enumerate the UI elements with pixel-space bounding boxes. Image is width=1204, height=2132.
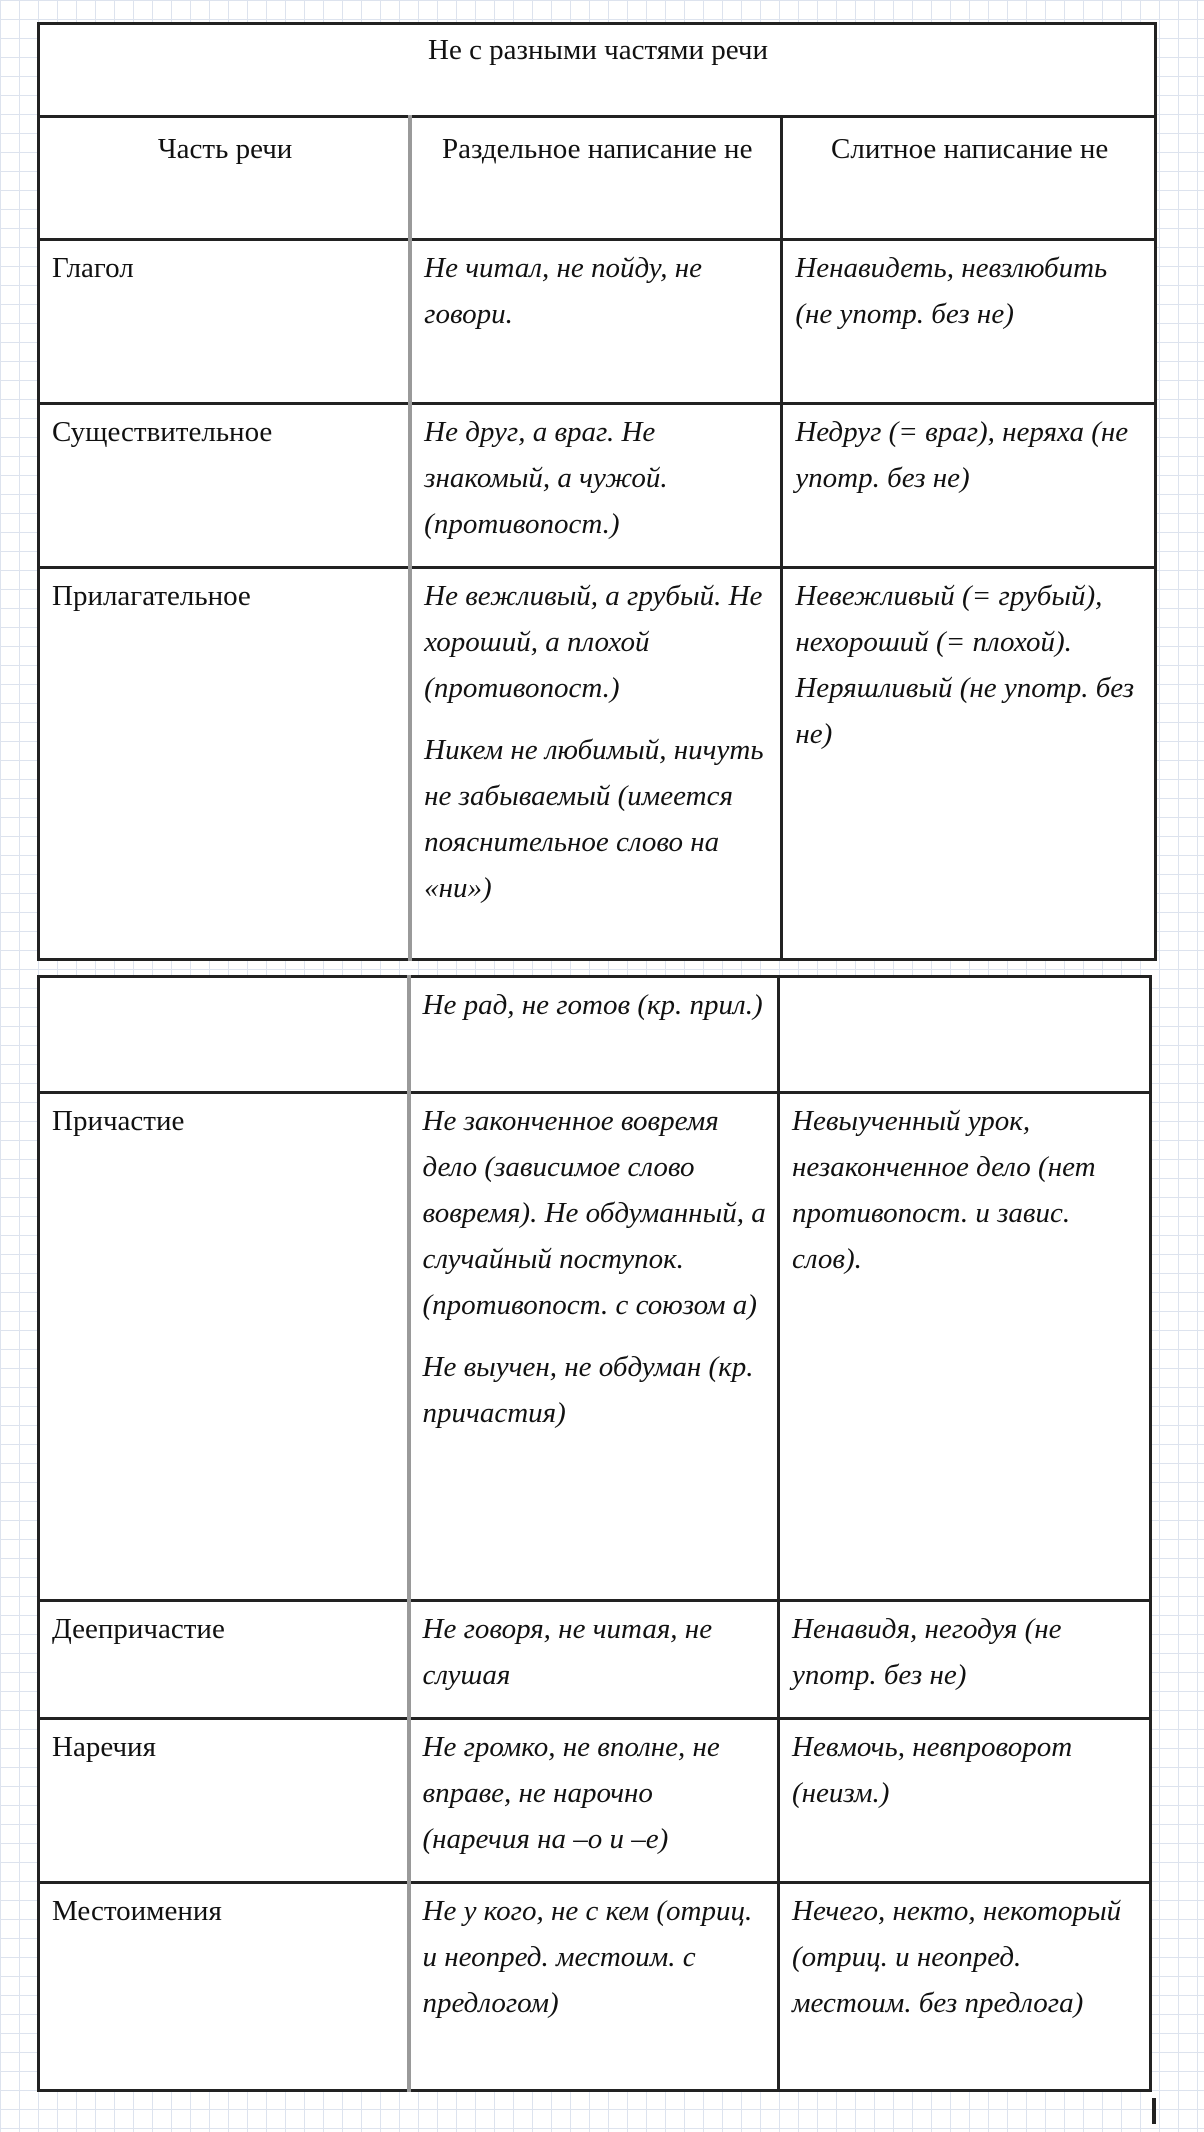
table-row: [39, 1093, 1151, 1601]
table-row: [39, 240, 1156, 404]
rules-table-part-1: [37, 22, 1157, 961]
table-row: [39, 977, 1151, 1093]
together-cell: Недруг (= враг), неряха (не употр. без не): [782, 404, 1156, 568]
part-of-speech-cell: Местоимения: [39, 1883, 409, 2091]
example-text: Не вежливый, а грубый. Не хороший, а плохой (противопост.): [424, 580, 763, 704]
separate-cell: [409, 1601, 779, 1719]
table-row: [39, 568, 1156, 960]
together-cell: Нечего, некто, некоторый (отриц. и неопред. местоим. без предлога): [779, 1883, 1151, 2091]
example-text: Не говоря, не читая, не слушая: [422, 1613, 713, 1691]
separate-cell: [410, 240, 782, 404]
part-of-speech-cell: Прилагательное: [39, 568, 411, 960]
part-of-speech-cell: Глагол: [39, 240, 411, 404]
together-cell: Невыученный урок, незаконченное дело (нет противопост. и завис. слов).: [779, 1093, 1151, 1601]
header-together: Слитное написание не: [782, 117, 1156, 240]
separate-cell: [409, 1719, 779, 1883]
table-row: [39, 1719, 1151, 1883]
together-cell: Ненавидеть, невзлюбить (не употр. без не): [782, 240, 1156, 404]
header-separate: Раздельное написание не: [410, 117, 782, 240]
example-text: Не друг, а враг. Не знакомый, а чужой. (противопост.): [424, 416, 668, 540]
part-of-speech-cell: Существительное: [39, 404, 411, 568]
paragraph-gap: [424, 711, 770, 727]
together-cell: Невежливый (= грубый), нехороший (= плохой). Неряшливый (не употр. без не): [782, 568, 1156, 960]
table-title: Не с разными частями речи: [39, 24, 1156, 117]
part-of-speech-cell: Причастие: [39, 1093, 409, 1601]
together-cell: [779, 977, 1151, 1093]
separate-cell: [409, 1883, 779, 2091]
together-cell: Невмочь, невпроворот (неизм.): [779, 1719, 1151, 1883]
part-of-speech-cell: [39, 977, 409, 1093]
example-text: Не громко, не вполне, не вправе, не нарочно (наречия на –о и –е): [422, 1731, 720, 1855]
together-cell: Ненавидя, негодуя (не употр. без не): [779, 1601, 1151, 1719]
example-text: Не у кого, не с кем (отриц. и неопред. местоим. с предлогом): [422, 1895, 753, 2019]
rules-table-part-2: [37, 975, 1152, 2092]
example-text: Не читал, не пойду, не говори.: [424, 252, 702, 330]
part-of-speech-cell: Деепричастие: [39, 1601, 409, 1719]
example-text: Не законченное вовремя дело (зависимое слово вовремя). Не обдуманный, а случайный поступок. (противопост. с союзом а): [422, 1105, 766, 1321]
table-row: [39, 1601, 1151, 1719]
example-text: Не выучен, не обдуман (кр. причастия): [422, 1351, 754, 1429]
separate-cell: [410, 404, 782, 568]
header-row: [39, 117, 1156, 240]
header-part-of-speech: Часть речи: [39, 117, 411, 240]
part-of-speech-cell: Наречия: [39, 1719, 409, 1883]
separate-cell: [410, 568, 782, 960]
example-text: Никем не любимый, ничуть не забываемый (имеется пояснительное слово на «ни»): [424, 734, 764, 904]
separate-cell: [409, 977, 779, 1093]
table-row: [39, 1883, 1151, 2091]
table-row: [39, 404, 1156, 568]
separate-cell: [409, 1093, 779, 1601]
paragraph-gap: [423, 1328, 768, 1344]
text-cursor: [1152, 2098, 1156, 2124]
example-text: Не рад, не готов (кр. прил.): [422, 989, 763, 1021]
